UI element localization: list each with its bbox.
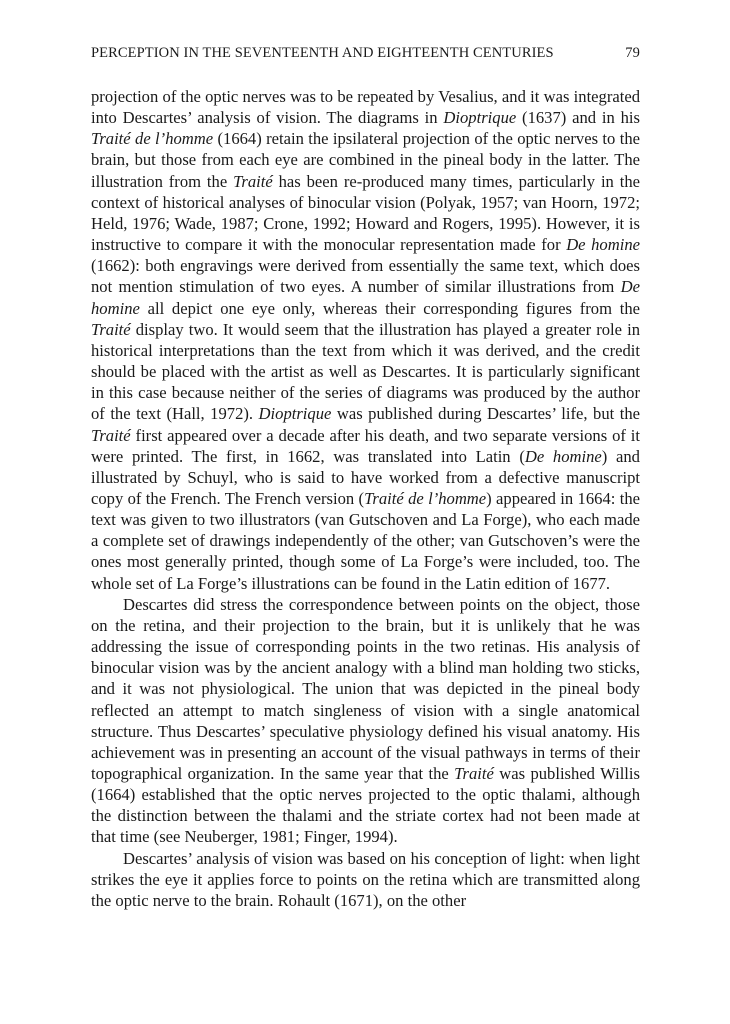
italic-text: De homine — [91, 277, 640, 318]
running-title: PERCEPTION IN THE SEVENTEENTH AND EIGHTEENTH CENTURIES — [91, 45, 554, 61]
paragraph-text: was published during Descartes’ life, but the — [331, 404, 640, 424]
paragraph-text: ) and illustrated by Schuyl, who is said to have worked from a defective manuscript copy of the French. The French version ( — [91, 446, 640, 508]
italic-text: Traité de l’homme — [364, 488, 487, 508]
italic-text: Dioptrique — [258, 404, 332, 424]
italic-text: Traité de l’homme — [91, 129, 214, 149]
paragraph — [91, 848, 640, 911]
book-page — [91, 42, 640, 911]
paragraph-text: (1637) and in his — [516, 108, 640, 128]
paragraph-text: first appeared over a decade after his death, and two separate versions of it were printed. The first, in 1662, was translated into Latin ( — [91, 425, 640, 466]
paragraph-text: (1662): both engravings were derived from essentially the same text, which does not mention stimulation of two eyes. A number of similar illustrations from — [91, 256, 640, 297]
paragraph — [91, 594, 640, 848]
italic-text: Traité — [91, 319, 131, 339]
paragraph — [91, 86, 640, 594]
italic-text: De homine — [524, 446, 602, 466]
running-head — [91, 42, 640, 64]
paragraph-text: Descartes’ analysis of vision was based on his conception of light: when light strikes the eye it applies force to points on the retina which are transmitted along the optic nerve to the brain. Rohault (1671), on the other — [91, 848, 640, 910]
paragraph-text: was published Willis (1664) established that the optic nerves projected to the optic thalami, although the distinction between the thalami and the striate cortex had not been made at that time (see Neuberger, 1981; Finger, 1994). — [91, 764, 640, 847]
paragraph-text: display two. It would seem that the illustration has played a greater role in historical interpretations than the text from which it was derived, and the credit should be placed with the artist as well as Descartes. It is particularly significant in this case because neither of the series of diagrams was produced by the author of the text (Hall, 1972). — [91, 319, 640, 424]
paragraph-text: has been re-produced many times, particularly in the context of historical analyses of binocular vision (Polyak, 1957; van Hoorn, 1972; Held, 1976; Wade, 1987; Crone, 1992; Howard and Rogers, 1995). However, it is instructive to compare it with the monocular representation made for — [91, 171, 640, 255]
paragraph-text: all depict one eye only, whereas their corresponding figures from the — [139, 298, 640, 318]
italic-text: De homine — [566, 235, 640, 255]
italic-text: Dioptrique — [443, 108, 517, 128]
paragraph-text: (1664) retain the ipsilateral projection of the optic nerves to the brain, but those from each eye are combined in the pineal body in the latter. The illustration from the — [91, 129, 640, 191]
italic-text: Traité — [233, 171, 273, 191]
paragraph-text: projection of the optic nerves was to be repeated by Vesalius, and it was integrated into Descartes’ analysis of vision. The diagrams in — [91, 87, 640, 128]
page-number: 79 — [625, 45, 640, 61]
paragraph-text: ) appeared in 1664: the text was given to two illustrators (van Gutschoven and La Forge), who each made a complete set of drawings independently of the other; van Gutschoven’s were the ones most generally printed, though some of La Forge’s were included, too. The whole set of La Forge’s illustrations can be found in the Latin edition of 1677. — [91, 488, 640, 593]
paragraph-text: Descartes did stress the correspondence between points on the object, those on the retina, and their projection to the brain, but it is unlikely that he was addressing the issue of corresponding points in the two retinas. His analysis of binocular vision was by the ancient analogy with a blind man holding two sticks, and it was not physiological. The union that was depicted in the pineal body reflected an attempt to match singleness of vision with a single anatomical structure. Thus Descartes’ speculative physiology defined his visual anatomy. His achievement was in presenting an account of the visual pathways in terms of their topographical organization. In the same year that the — [91, 594, 640, 783]
italic-text: Traité — [454, 764, 494, 783]
body-text — [91, 86, 640, 911]
italic-text: Traité — [91, 425, 131, 445]
